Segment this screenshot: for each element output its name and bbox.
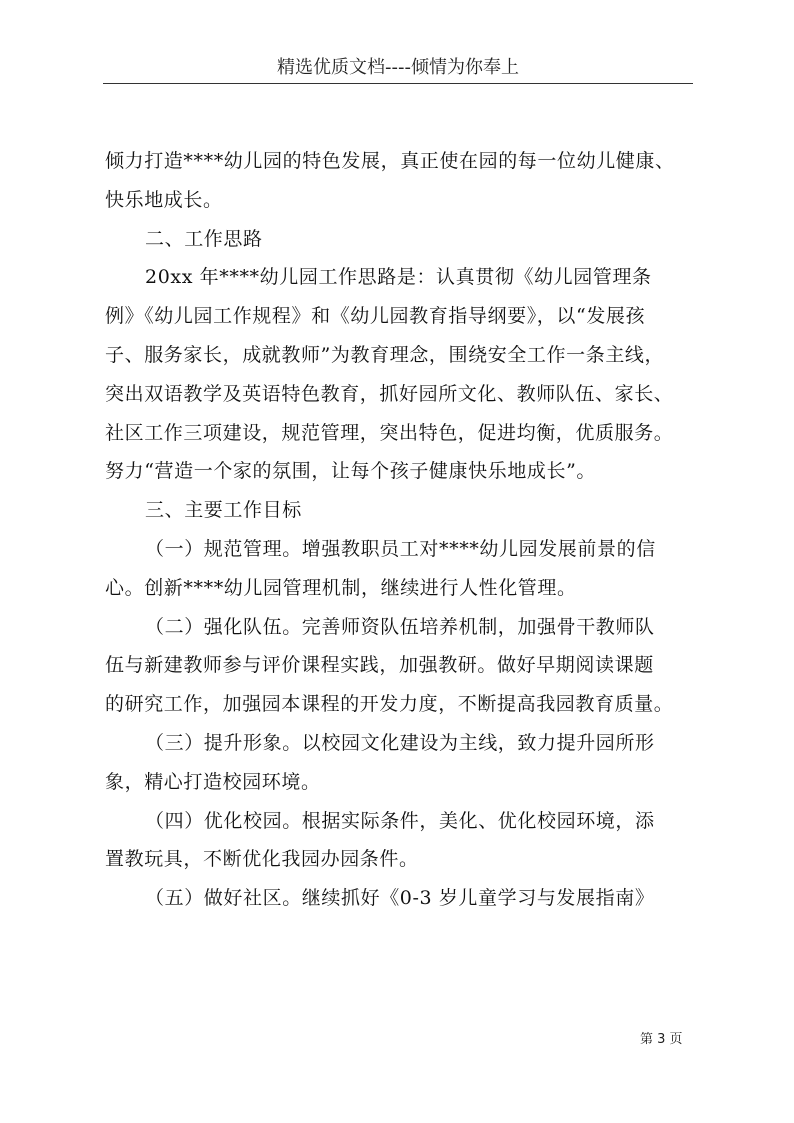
paragraph-line: （三）提升形象。以校园文化建设为主线，致力提升园所形 — [145, 731, 655, 754]
paragraph-line: 子、服务家长，成就教师”为教育理念，围绕安全工作一条主线， — [105, 343, 665, 366]
paragraph-line: 快乐地成长。 — [105, 188, 223, 211]
paragraph-line: 突出双语教学及英语特色教育，抓好园所文化、教师队伍、家长、 — [105, 382, 674, 405]
paragraph-line: 努力“营造一个家的氛围，让每个孩子健康快乐地成长”。 — [105, 460, 597, 483]
paragraph-line: 例》《幼儿园工作规程》和《幼儿园教育指导纲要》，以“发展孩 — [105, 305, 646, 328]
document-body — [105, 142, 695, 918]
section-heading: 二、工作思路 — [145, 227, 263, 250]
page-header-title: 精选优质文档----倾情为你奉上 — [277, 57, 519, 78]
section-heading: 三、主要工作目标 — [145, 499, 302, 522]
page-number: 第 3 页 — [640, 1032, 683, 1047]
paragraph-line: 象，精心打造校园环境。 — [105, 770, 321, 793]
paragraph-line: （五）做好社区。继续抓好《0-3 岁儿童学习与发展指南》 — [145, 887, 655, 910]
paragraph-line: 20xx 年****幼儿园工作思路是：认真贯彻《幼儿园管理条 — [145, 266, 652, 289]
paragraph-line: 的研究工作，加强园本课程的开发力度，不断提高我园教育质量。 — [105, 693, 674, 716]
paragraph-line: 心。创新****幼儿园管理机制，继续进行人性化管理。 — [105, 576, 577, 599]
paragraph-line: 置教玩具，不断优化我园办园条件。 — [105, 848, 419, 871]
header-divider — [103, 83, 693, 84]
paragraph-line: （一）规范管理。增强教职员工对****幼儿园发展前景的信 — [145, 537, 656, 560]
paragraph-line: （四）优化校园。根据实际条件，美化、优化校园环境，添 — [145, 809, 655, 832]
paragraph-line: 伍与新建教师参与评价课程实践，加强教研。做好早期阅读课题 — [105, 654, 654, 677]
paragraph-line: 倾力打造****幼儿园的特色发展，真正使在园的每一位幼儿健康、 — [105, 150, 675, 172]
paragraph-line: 社区工作三项建设，规范管理，突出特色，促进均衡，优质服务。 — [105, 421, 674, 444]
paragraph-line: （二）强化队伍。完善师资队伍培养机制，加强骨干教师队 — [145, 615, 655, 638]
